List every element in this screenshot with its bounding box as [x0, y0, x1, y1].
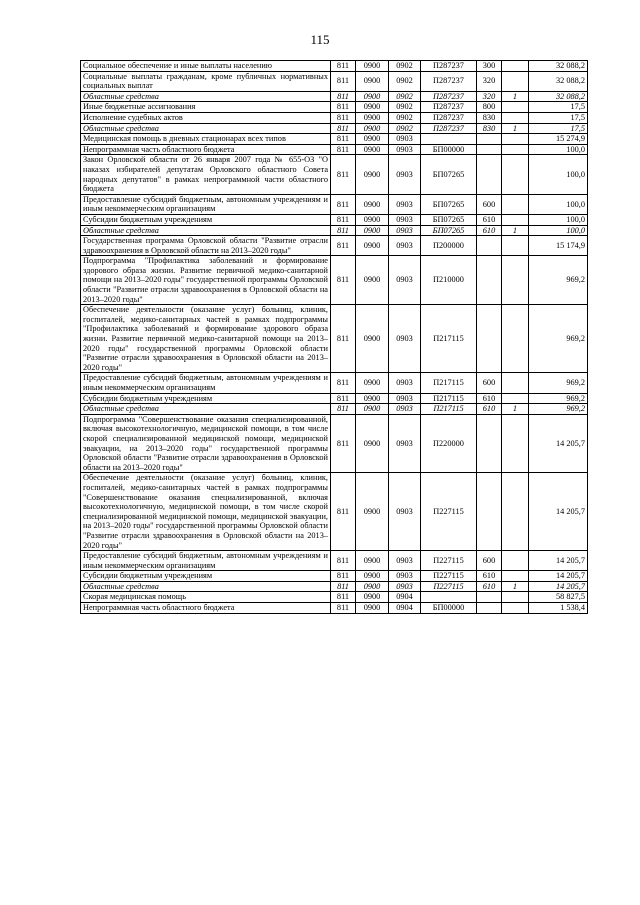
- row-name-cell: Областные средства: [81, 225, 331, 236]
- funding-source-code-cell: [502, 102, 529, 113]
- section-code-cell: 0900: [356, 194, 389, 214]
- department-code-cell: 811: [331, 194, 356, 214]
- section-code-cell: 0900: [356, 144, 389, 155]
- section-code-cell: 0900: [356, 102, 389, 113]
- table-row: [81, 571, 588, 582]
- target-article-code-cell: БП00000: [421, 603, 477, 614]
- target-article-code-cell: БП07265: [421, 214, 477, 225]
- row-name-cell: Подпрограмма "Совершенствование оказания специализированной, включая высокотехнологичную, медицинской помощи, в том числе скорой специализированной медицинской помощи, медицинской эвакуации, на 2013–2020 годы" государственной программы Орловской области "Развитие отрасли здравоохранения в Орловской области на 2013–2020 годы": [81, 414, 331, 473]
- amount-cell: 14 205,7: [529, 473, 588, 551]
- department-code-cell: 811: [331, 581, 356, 592]
- target-article-code-cell: П227115: [421, 551, 477, 571]
- amount-cell: 100,0: [529, 194, 588, 214]
- amount-cell: 100,0: [529, 225, 588, 236]
- table-row: [81, 91, 588, 102]
- amount-cell: 14 205,7: [529, 414, 588, 473]
- subsection-code-cell: 0902: [389, 61, 421, 72]
- target-article-code-cell: П227115: [421, 473, 477, 551]
- row-name-cell: Иные бюджетные ассигнования: [81, 102, 331, 113]
- table-row: [81, 123, 588, 134]
- amount-cell: 1 538,4: [529, 603, 588, 614]
- funding-source-code-cell: [502, 551, 529, 571]
- table-row: [81, 373, 588, 393]
- funding-source-code-cell: [502, 71, 529, 91]
- table-row: [81, 581, 588, 592]
- target-article-code-cell: П217115: [421, 393, 477, 404]
- department-code-cell: 811: [331, 61, 356, 72]
- department-code-cell: 811: [331, 144, 356, 155]
- target-article-code-cell: [421, 592, 477, 603]
- funding-source-code-cell: [502, 214, 529, 225]
- subsection-code-cell: 0903: [389, 305, 421, 373]
- expense-type-code-cell: 600: [477, 551, 502, 571]
- department-code-cell: 811: [331, 305, 356, 373]
- expense-type-code-cell: [477, 236, 502, 256]
- amount-cell: 969,2: [529, 256, 588, 305]
- funding-source-code-cell: 1: [502, 225, 529, 236]
- row-name-cell: Обеспечение деятельности (оказание услуг) больниц, клиник, госпиталей, медико-санитарных частей в рамках подпрограммы "Совершенствование оказания специализированной, включая высокотехнологичную, медицинской помощи, в том числе скорой специализированной медицинской помощи, медицинской эвакуации, на 2013–2020 годы" государственной программы Орловской области "Развитие отрасли здравоохранения в Орловской области на 2013–2020 годы": [81, 473, 331, 551]
- expense-type-code-cell: 610: [477, 225, 502, 236]
- funding-source-code-cell: [502, 305, 529, 373]
- section-code-cell: 0900: [356, 592, 389, 603]
- department-code-cell: 811: [331, 603, 356, 614]
- target-article-code-cell: П287237: [421, 123, 477, 134]
- expense-type-code-cell: 300: [477, 61, 502, 72]
- amount-cell: 969,2: [529, 305, 588, 373]
- table-row: [81, 404, 588, 415]
- expense-type-code-cell: 800: [477, 102, 502, 113]
- expense-type-code-cell: 830: [477, 112, 502, 123]
- section-code-cell: 0900: [356, 404, 389, 415]
- expense-type-code-cell: [477, 473, 502, 551]
- section-code-cell: 0900: [356, 61, 389, 72]
- target-article-code-cell: П227115: [421, 571, 477, 582]
- expense-type-code-cell: 320: [477, 91, 502, 102]
- amount-cell: 32 088,2: [529, 91, 588, 102]
- subsection-code-cell: 0903: [389, 134, 421, 145]
- section-code-cell: 0900: [356, 225, 389, 236]
- table-row: [81, 225, 588, 236]
- funding-source-code-cell: [502, 61, 529, 72]
- table-row: [81, 592, 588, 603]
- target-article-code-cell: БП07265: [421, 194, 477, 214]
- section-code-cell: 0900: [356, 256, 389, 305]
- funding-source-code-cell: [502, 236, 529, 256]
- row-name-cell: Областные средства: [81, 581, 331, 592]
- row-name-cell: Скорая медицинская помощь: [81, 592, 331, 603]
- target-article-code-cell: П220000: [421, 414, 477, 473]
- row-name-cell: Предоставление субсидий бюджетным, автономным учреждениям и иным некоммерческим организациям: [81, 551, 331, 571]
- amount-cell: 15 274,9: [529, 134, 588, 145]
- target-article-code-cell: П287237: [421, 61, 477, 72]
- department-code-cell: 811: [331, 102, 356, 113]
- amount-cell: 969,2: [529, 404, 588, 415]
- expense-type-code-cell: [477, 592, 502, 603]
- department-code-cell: 811: [331, 551, 356, 571]
- subsection-code-cell: 0902: [389, 112, 421, 123]
- section-code-cell: 0900: [356, 112, 389, 123]
- target-article-code-cell: П227115: [421, 581, 477, 592]
- expense-type-code-cell: [477, 144, 502, 155]
- subsection-code-cell: 0903: [389, 144, 421, 155]
- amount-cell: 32 088,2: [529, 61, 588, 72]
- amount-cell: 58 827,5: [529, 592, 588, 603]
- table-row: [81, 473, 588, 551]
- target-article-code-cell: БП07265: [421, 155, 477, 194]
- amount-cell: 969,2: [529, 373, 588, 393]
- expense-type-code-cell: 830: [477, 123, 502, 134]
- amount-cell: 14 205,7: [529, 581, 588, 592]
- section-code-cell: 0900: [356, 91, 389, 102]
- row-name-cell: Государственная программа Орловской области "Развитие отрасли здравоохранения в Орловской области на 2013–2020 годы": [81, 236, 331, 256]
- subsection-code-cell: 0903: [389, 393, 421, 404]
- table-row: [81, 155, 588, 194]
- subsection-code-cell: 0903: [389, 571, 421, 582]
- department-code-cell: 811: [331, 134, 356, 145]
- section-code-cell: 0900: [356, 571, 389, 582]
- section-code-cell: 0900: [356, 551, 389, 571]
- funding-source-code-cell: [502, 373, 529, 393]
- subsection-code-cell: 0903: [389, 236, 421, 256]
- funding-source-code-cell: 1: [502, 404, 529, 415]
- table-row: [81, 305, 588, 373]
- subsection-code-cell: 0904: [389, 603, 421, 614]
- subsection-code-cell: 0902: [389, 123, 421, 134]
- department-code-cell: 811: [331, 571, 356, 582]
- funding-source-code-cell: [502, 603, 529, 614]
- table-row: [81, 603, 588, 614]
- table-row: [81, 214, 588, 225]
- funding-source-code-cell: 1: [502, 91, 529, 102]
- amount-cell: 100,0: [529, 214, 588, 225]
- subsection-code-cell: 0903: [389, 404, 421, 415]
- expense-type-code-cell: 610: [477, 571, 502, 582]
- subsection-code-cell: 0903: [389, 256, 421, 305]
- table-row: [81, 551, 588, 571]
- table-body: [81, 61, 588, 614]
- department-code-cell: 811: [331, 414, 356, 473]
- funding-source-code-cell: [502, 592, 529, 603]
- table-row: [81, 61, 588, 72]
- row-name-cell: Социальное обеспечение и иные выплаты населению: [81, 61, 331, 72]
- amount-cell: 17,5: [529, 112, 588, 123]
- subsection-code-cell: 0903: [389, 414, 421, 473]
- department-code-cell: 811: [331, 123, 356, 134]
- department-code-cell: 811: [331, 71, 356, 91]
- department-code-cell: 811: [331, 473, 356, 551]
- subsection-code-cell: 0903: [389, 194, 421, 214]
- section-code-cell: 0900: [356, 603, 389, 614]
- budget-table: [80, 60, 588, 614]
- section-code-cell: 0900: [356, 155, 389, 194]
- table-row: [81, 144, 588, 155]
- row-name-cell: Подпрограмма "Профилактика заболеваний и формирование здорового образа жизни. Развитие первичной медико-санитарной помощи на 2013–2020 годы" государственной программы Орловской области "Развитие отрасли здравоохранения в Орловской области на 2013–2020 годы": [81, 256, 331, 305]
- expense-type-code-cell: 610: [477, 581, 502, 592]
- row-name-cell: Субсидии бюджетным учреждениям: [81, 571, 331, 582]
- amount-cell: 32 088,2: [529, 71, 588, 91]
- expense-type-code-cell: 610: [477, 404, 502, 415]
- page-number: 115: [310, 32, 330, 47]
- target-article-code-cell: П210000: [421, 256, 477, 305]
- section-code-cell: 0900: [356, 71, 389, 91]
- table-row: [81, 112, 588, 123]
- section-code-cell: 0900: [356, 581, 389, 592]
- row-name-cell: Обеспечение деятельности (оказание услуг) больниц, клиник, госпиталей, медико-санитарных частей в рамках подпрограммы "Профилактика заболеваний и формирование здорового образа жизни. Развитие первичной медико-санитарной помощи на 2013–2020 годы" государственной программы Орловской области "Развитие отрасли здравоохранения в Орловской области на 2013–2020 годы": [81, 305, 331, 373]
- row-name-cell: Областные средства: [81, 123, 331, 134]
- row-name-cell: Предоставление субсидий бюджетным, автономным учреждениям и иным некоммерческим организациям: [81, 194, 331, 214]
- subsection-code-cell: 0903: [389, 473, 421, 551]
- table-row: [81, 71, 588, 91]
- section-code-cell: 0900: [356, 214, 389, 225]
- section-code-cell: 0900: [356, 414, 389, 473]
- table-row: [81, 102, 588, 113]
- subsection-code-cell: 0903: [389, 155, 421, 194]
- expense-type-code-cell: 320: [477, 71, 502, 91]
- department-code-cell: 811: [331, 91, 356, 102]
- subsection-code-cell: 0904: [389, 592, 421, 603]
- subsection-code-cell: 0903: [389, 551, 421, 571]
- department-code-cell: 811: [331, 256, 356, 305]
- row-name-cell: Непрограммная часть областного бюджета: [81, 144, 331, 155]
- row-name-cell: Областные средства: [81, 91, 331, 102]
- funding-source-code-cell: 1: [502, 581, 529, 592]
- department-code-cell: 811: [331, 112, 356, 123]
- expense-type-code-cell: [477, 134, 502, 145]
- table-row: [81, 256, 588, 305]
- expense-type-code-cell: 610: [477, 214, 502, 225]
- table-row: [81, 393, 588, 404]
- row-name-cell: Непрограммная часть областного бюджета: [81, 603, 331, 614]
- section-code-cell: 0900: [356, 393, 389, 404]
- target-article-code-cell: П287237: [421, 71, 477, 91]
- amount-cell: 100,0: [529, 155, 588, 194]
- section-code-cell: 0900: [356, 134, 389, 145]
- target-article-code-cell: П217115: [421, 373, 477, 393]
- funding-source-code-cell: [502, 473, 529, 551]
- target-article-code-cell: П287237: [421, 102, 477, 113]
- funding-source-code-cell: [502, 112, 529, 123]
- target-article-code-cell: П217115: [421, 305, 477, 373]
- expense-type-code-cell: 600: [477, 373, 502, 393]
- row-name-cell: Областные средства: [81, 404, 331, 415]
- section-code-cell: 0900: [356, 236, 389, 256]
- subsection-code-cell: 0903: [389, 214, 421, 225]
- row-name-cell: Субсидии бюджетным учреждениям: [81, 393, 331, 404]
- table-row: [81, 236, 588, 256]
- funding-source-code-cell: [502, 571, 529, 582]
- expense-type-code-cell: [477, 305, 502, 373]
- row-name-cell: Субсидии бюджетным учреждениям: [81, 214, 331, 225]
- target-article-code-cell: П200000: [421, 236, 477, 256]
- department-code-cell: 811: [331, 225, 356, 236]
- department-code-cell: 811: [331, 236, 356, 256]
- amount-cell: 17,5: [529, 123, 588, 134]
- funding-source-code-cell: 1: [502, 123, 529, 134]
- row-name-cell: Закон Орловской области от 26 января 2007 года № 655-ОЗ "О наказах избирателей депутатам Орловского областного Совета народных депутатов" в рамках непрограммной части областного бюджета: [81, 155, 331, 194]
- expense-type-code-cell: [477, 256, 502, 305]
- subsection-code-cell: 0903: [389, 225, 421, 236]
- subsection-code-cell: 0903: [389, 581, 421, 592]
- subsection-code-cell: 0902: [389, 102, 421, 113]
- funding-source-code-cell: [502, 194, 529, 214]
- target-article-code-cell: [421, 134, 477, 145]
- row-name-cell: Исполнение судебных актов: [81, 112, 331, 123]
- amount-cell: 100,0: [529, 144, 588, 155]
- expense-type-code-cell: [477, 155, 502, 194]
- table-row: [81, 134, 588, 145]
- target-article-code-cell: БП07265: [421, 225, 477, 236]
- amount-cell: 17,5: [529, 102, 588, 113]
- department-code-cell: 811: [331, 373, 356, 393]
- amount-cell: 14 205,7: [529, 571, 588, 582]
- funding-source-code-cell: [502, 134, 529, 145]
- row-name-cell: Предоставление субсидий бюджетным, автономным учреждениям и иным некоммерческим организациям: [81, 373, 331, 393]
- funding-source-code-cell: [502, 393, 529, 404]
- target-article-code-cell: П287237: [421, 112, 477, 123]
- funding-source-code-cell: [502, 155, 529, 194]
- subsection-code-cell: 0902: [389, 71, 421, 91]
- table-row: [81, 194, 588, 214]
- amount-cell: 969,2: [529, 393, 588, 404]
- section-code-cell: 0900: [356, 305, 389, 373]
- funding-source-code-cell: [502, 144, 529, 155]
- expense-type-code-cell: [477, 603, 502, 614]
- department-code-cell: 811: [331, 404, 356, 415]
- section-code-cell: 0900: [356, 373, 389, 393]
- subsection-code-cell: 0902: [389, 91, 421, 102]
- target-article-code-cell: П217115: [421, 404, 477, 415]
- amount-cell: 14 205,7: [529, 551, 588, 571]
- row-name-cell: Социальные выплаты гражданам, кроме публичных нормативных социальных выплат: [81, 71, 331, 91]
- department-code-cell: 811: [331, 393, 356, 404]
- funding-source-code-cell: [502, 414, 529, 473]
- target-article-code-cell: П287237: [421, 91, 477, 102]
- subsection-code-cell: 0903: [389, 373, 421, 393]
- expense-type-code-cell: 610: [477, 393, 502, 404]
- row-name-cell: Медицинская помощь в дневных стационарах всех типов: [81, 134, 331, 145]
- target-article-code-cell: БП00000: [421, 144, 477, 155]
- department-code-cell: 811: [331, 214, 356, 225]
- table-row: [81, 414, 588, 473]
- section-code-cell: 0900: [356, 123, 389, 134]
- funding-source-code-cell: [502, 256, 529, 305]
- section-code-cell: 0900: [356, 473, 389, 551]
- amount-cell: 15 174,9: [529, 236, 588, 256]
- expense-type-code-cell: 600: [477, 194, 502, 214]
- department-code-cell: 811: [331, 592, 356, 603]
- department-code-cell: 811: [331, 155, 356, 194]
- expense-type-code-cell: [477, 414, 502, 473]
